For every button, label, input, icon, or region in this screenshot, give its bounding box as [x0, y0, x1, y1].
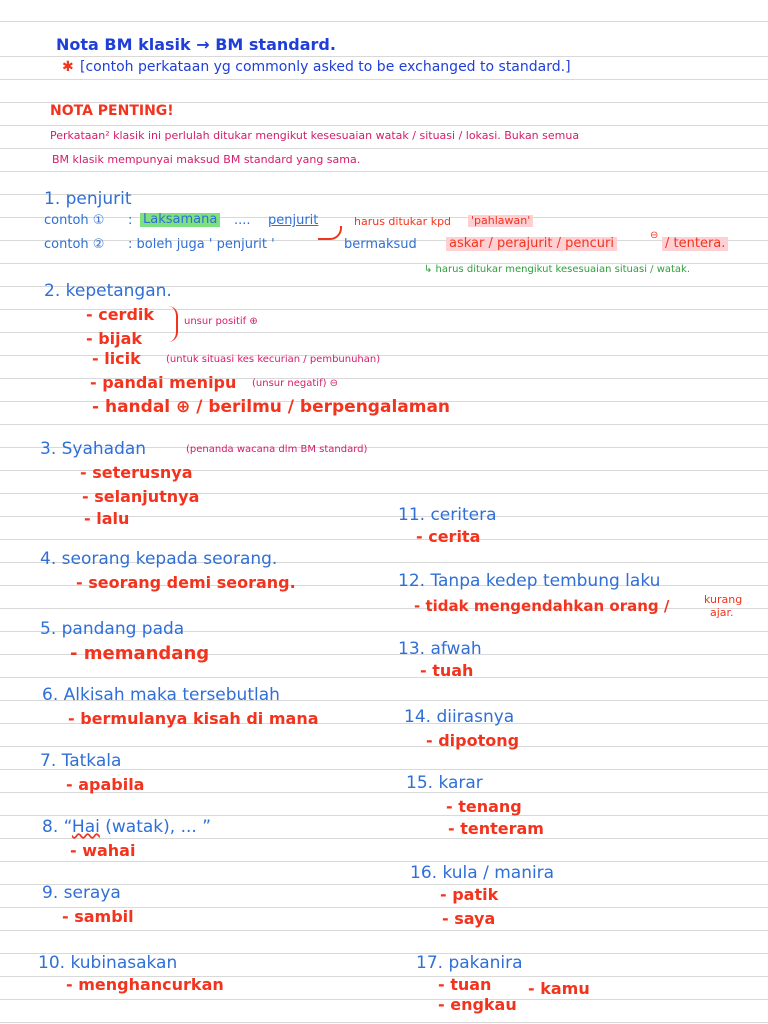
- section-2-item-4-note: (unsur negatif) ⊖: [252, 378, 339, 389]
- section-16-heading: 16. kula / manira: [410, 863, 555, 883]
- section-3-note: (penanda wacana dlm BM standard): [186, 444, 368, 455]
- section-2-item-2: - bijak: [86, 329, 143, 348]
- section-7-item-1: - apabila: [66, 775, 145, 794]
- section-17-item-1: - tuan: [438, 975, 492, 994]
- section-8-heading-word: Hai: [71, 817, 100, 837]
- negative-icon: ⊖: [650, 230, 659, 241]
- section-17-heading: 17. pakanira: [416, 953, 523, 973]
- section-12-extra-top: kurang: [704, 593, 743, 606]
- example-1-answer: 'pahlawan': [468, 215, 533, 227]
- page-title: Nota BM klasik → BM standard.: [56, 35, 336, 54]
- section-2-item-4: - pandai menipu: [90, 373, 237, 392]
- section-12-extra-bottom: ajar.: [710, 606, 734, 619]
- section-10-item-1: - menghancurkan: [66, 975, 224, 994]
- section-11-item-1: - cerita: [416, 527, 481, 546]
- section-2-brace-note: unsur positif ⊕: [184, 316, 258, 327]
- section-10-heading: 10. kubinasakan: [38, 953, 178, 973]
- section-9-item-1: - sambil: [62, 907, 134, 926]
- section-8-item-1: - wahai: [70, 841, 136, 860]
- section-15-item-1: - tenang: [446, 797, 522, 816]
- section-9-heading: 9. seraya: [42, 883, 121, 903]
- section-16-item-2: - saya: [442, 909, 496, 928]
- section-6-heading: 6. Alkisah maka tersebutlah: [42, 685, 280, 705]
- section-1-heading: 1. penjurit: [44, 189, 132, 209]
- brace-icon: [168, 306, 178, 342]
- section-17-item-3: - engkau: [438, 995, 517, 1014]
- example-2-text: : boleh juga ' penjurit ': [128, 237, 275, 252]
- example-1-word: Laksamana: [140, 213, 220, 227]
- section-16-item-1: - patik: [440, 885, 499, 904]
- section-17-item-2: - kamu: [528, 979, 590, 998]
- section-4-item-1: - seorang demi seorang.: [76, 573, 296, 592]
- nota-penting-heading: NOTA PENTING!: [50, 103, 174, 119]
- example-1-label: contoh ①: [44, 213, 105, 228]
- example-2-note: ↳ harus ditukar mengikut kesesuaian situasi / watak.: [424, 264, 691, 275]
- section-2-item-5: - handal ⊕ / berilmu / berpengalaman: [92, 397, 451, 417]
- example-1-note: harus ditukar kpd: [354, 215, 452, 228]
- section-12-heading: 12. Tanpa kedep tembung laku: [398, 571, 661, 591]
- section-5-heading: 5. pandang pada: [40, 619, 185, 639]
- section-13-heading: 13. afwah: [398, 639, 482, 659]
- example-1-dots: ....: [234, 213, 251, 228]
- section-8-heading: [42, 818, 211, 837]
- section-3-item-1: - seterusnya: [80, 463, 193, 482]
- example-1-target: penjurit: [268, 213, 319, 228]
- star-icon: ✱: [62, 59, 74, 75]
- section-2-heading: 2. kepetangan.: [44, 281, 172, 301]
- nota-penting-line-2: BM klasik mempunyai maksud BM standard yang sama.: [52, 153, 361, 166]
- section-7-heading: 7. Tatkala: [40, 751, 122, 771]
- example-2-answer: askar / perajurit / pencuri: [446, 237, 617, 251]
- section-2-item-3-note: (untuk situasi kes kecurian / pembunuhan): [166, 354, 381, 365]
- section-2-item-3: - licik: [92, 349, 141, 368]
- section-5-item-1: - memandang: [70, 643, 210, 664]
- section-13-item-1: - tuah: [420, 661, 474, 680]
- section-15-heading: 15. karar: [406, 773, 483, 793]
- section-3-item-2: - selanjutnya: [82, 487, 200, 506]
- nota-penting-line-1: Perkataan² klasik ini perlulah ditukar mengikut kesesuaian watak / situasi / lokasi. Bukan semua: [50, 129, 580, 142]
- section-6-item-1: - bermulanya kisah di mana: [68, 709, 319, 728]
- section-8-heading-post: (watak), ... ”: [99, 817, 212, 837]
- section-15-item-2: - tenteram: [448, 819, 544, 838]
- section-3-heading: 3. Syahadan: [40, 439, 147, 459]
- section-2-item-1: - cerdik: [86, 305, 155, 324]
- section-12-item-1: - tidak mengendahkan orang /: [414, 597, 670, 615]
- example-2-mid: bermaksud: [344, 237, 417, 252]
- arrow-icon: [318, 226, 342, 240]
- page-subtitle: [contoh perkataan yg commonly asked to be exchanged to standard.]: [80, 59, 571, 75]
- example-2-label: contoh ②: [44, 237, 105, 252]
- section-14-heading: 14. diirasnya: [404, 707, 515, 727]
- section-11-heading: 11. ceritera: [398, 505, 497, 525]
- section-14-item-1: - dipotong: [426, 731, 520, 750]
- section-3-item-3: - lalu: [84, 509, 130, 528]
- example-1-colon: :: [128, 213, 133, 228]
- section-4-heading: 4. seorang kepada seorang.: [40, 549, 278, 569]
- example-2-answer-2: / tentera.: [662, 237, 728, 251]
- section-8-heading-pre: 8. “: [42, 817, 72, 837]
